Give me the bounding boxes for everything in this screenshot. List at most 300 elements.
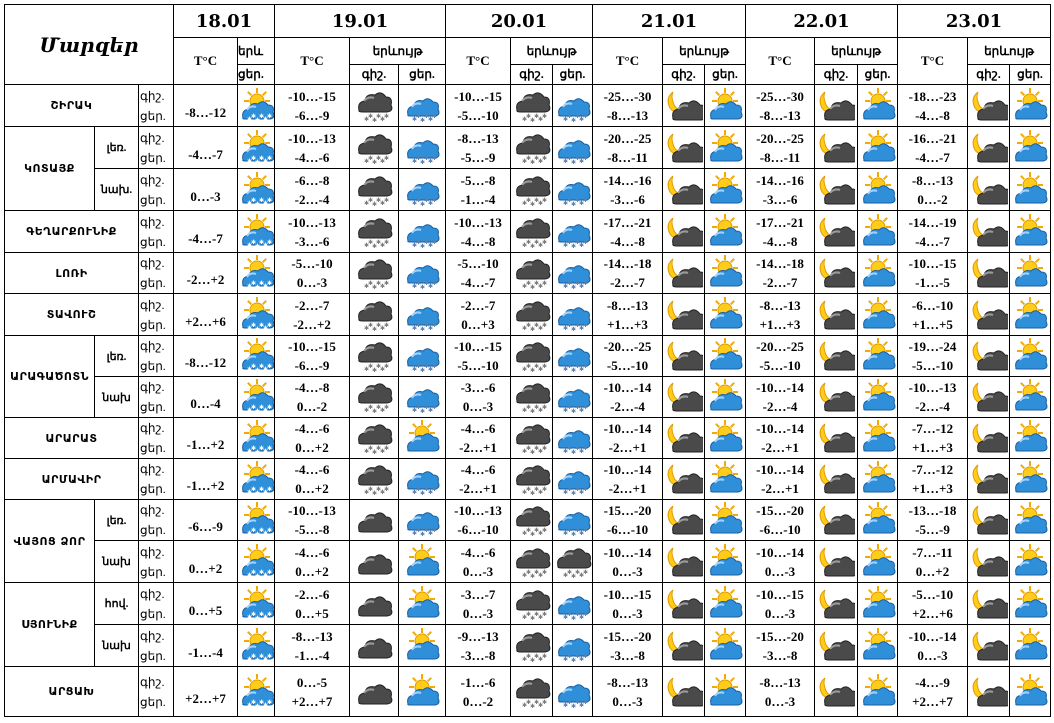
svg-text:✱: ✱ <box>251 404 257 411</box>
svg-text:✱: ✱ <box>521 199 527 207</box>
night-temp: -25…-30 <box>756 88 804 104</box>
day-subheader: ցեր. <box>399 65 446 85</box>
night-day-labels <box>139 625 174 667</box>
date-header-20: 20.01 <box>446 5 593 38</box>
night-temp: -8…-13 <box>759 674 801 690</box>
svg-text:✱: ✱ <box>263 366 269 373</box>
svg-text:✱: ✱ <box>412 157 418 165</box>
moon-behind-cloud-icon <box>663 674 704 710</box>
temp-range-d19 <box>275 625 350 667</box>
day-label: ցեր. <box>140 564 166 579</box>
subregion-name: նախ. <box>95 169 139 211</box>
svg-text:✱: ✱ <box>574 154 580 162</box>
temp-range-d19 <box>275 583 350 625</box>
sun-behind-cloud-icon <box>1010 420 1050 456</box>
night-temp: -20…-25 <box>756 130 804 146</box>
sun-behind-cloud-icon <box>705 544 745 580</box>
night-temp: -10…-14 <box>756 421 804 436</box>
temp-range-d21 <box>593 85 663 127</box>
day-icon-cell <box>553 211 593 253</box>
day-temp: +1…+3 <box>759 316 801 332</box>
day-icon-cell <box>399 377 446 418</box>
night-icon-cell <box>511 541 553 583</box>
svg-text:✱: ✱ <box>267 486 273 493</box>
night-icon-cell <box>815 127 858 169</box>
svg-text:✱: ✱ <box>578 241 584 249</box>
day-label: ցեր. <box>140 192 166 207</box>
svg-text:✱: ✱ <box>428 157 434 165</box>
svg-text:✱: ✱ <box>529 408 535 415</box>
phenomenon-header: երևույթ <box>663 38 746 65</box>
day-temp: -2…-4 <box>915 399 950 414</box>
svg-text:✱: ✱ <box>428 199 434 207</box>
temp-range-18: -1…-4 <box>174 625 238 667</box>
svg-text:✱: ✱ <box>525 112 531 120</box>
sun-behind-cloud-icon <box>858 502 897 538</box>
moon-behind-cloud-icon <box>968 461 1009 497</box>
sun-behind-cloud-icon <box>705 338 745 374</box>
svg-text:✱: ✱ <box>267 652 273 660</box>
day-icon-cell <box>399 583 446 625</box>
night-label: գիշ. <box>140 628 165 643</box>
snow-cloud-icon <box>399 379 445 415</box>
day-temp: 0…-3 <box>764 693 796 709</box>
forecast-table <box>4 4 1051 717</box>
svg-text:✱: ✱ <box>541 445 547 452</box>
night-temp: -14…-19 <box>908 214 957 230</box>
day-temp: 0…-3 <box>764 563 796 579</box>
night-temp: -5…-10 <box>291 256 333 271</box>
svg-text:✱: ✱ <box>521 448 527 455</box>
day-temp: -2…+2 <box>293 316 331 332</box>
temp-range-d20 <box>446 541 511 583</box>
svg-text:✱: ✱ <box>533 154 539 162</box>
svg-text:✱: ✱ <box>255 572 261 580</box>
svg-text:✱: ✱ <box>424 154 430 162</box>
moon-behind-cloud-icon <box>968 88 1009 124</box>
svg-text:✱: ✱ <box>384 321 390 329</box>
day-icon-cell <box>1010 459 1051 500</box>
moon-behind-cloud-icon <box>663 172 704 208</box>
temp-range-d22 <box>746 169 815 211</box>
night-temp: -25…-30 <box>603 88 652 104</box>
svg-text:✱: ✱ <box>529 702 535 710</box>
svg-text:✱: ✱ <box>432 154 438 162</box>
snow-cloud-icon <box>553 297 592 333</box>
svg-text:✱: ✱ <box>566 196 572 204</box>
svg-text:✱: ✱ <box>247 157 253 165</box>
svg-text:✱: ✱ <box>574 363 580 370</box>
moon-behind-cloud-icon <box>815 461 857 497</box>
svg-text:✱: ✱ <box>263 157 269 165</box>
night-day-labels <box>139 253 174 294</box>
svg-text:✱: ✱ <box>562 489 568 496</box>
svg-text:✱: ✱ <box>521 407 527 414</box>
moon-behind-cloud-icon <box>815 502 857 538</box>
svg-text:✱: ✱ <box>525 238 531 246</box>
day-temp: 0…-3 <box>764 605 796 621</box>
svg-text:✱: ✱ <box>521 283 527 290</box>
svg-text:✱: ✱ <box>570 572 576 580</box>
svg-text:✱: ✱ <box>562 366 568 373</box>
date-header-22: 22.01 <box>746 5 898 38</box>
temp-range-d21 <box>593 211 663 253</box>
sun-behind-cloud-icon <box>858 255 897 291</box>
heavy-snow-cloud-icon <box>350 88 398 124</box>
svg-text:✱: ✱ <box>267 527 273 534</box>
night-icon-cell <box>350 377 399 418</box>
svg-text:✱: ✱ <box>372 408 378 415</box>
svg-text:✱: ✱ <box>424 238 430 246</box>
svg-text:✱: ✱ <box>525 445 531 452</box>
night-icon-cell <box>663 541 705 583</box>
day-icon-cell <box>399 211 446 253</box>
day-temp: -3…-8 <box>610 647 645 663</box>
svg-text:✱: ✱ <box>566 112 572 120</box>
day-icon-cell <box>553 459 593 500</box>
svg-text:✱: ✱ <box>533 486 539 493</box>
svg-text:✱: ✱ <box>247 366 253 373</box>
svg-text:✱: ✱ <box>259 280 265 287</box>
night-temp: -15…-20 <box>603 503 652 518</box>
night-temp: -14…-18 <box>603 256 652 271</box>
temp-range-18: +2…+7 <box>174 667 238 717</box>
temp-range-d19 <box>275 253 350 294</box>
svg-text:✱: ✱ <box>582 238 588 246</box>
day-icon-cell <box>705 625 746 667</box>
heavy-snow-cloud-icon <box>350 420 398 456</box>
temp-range-d20 <box>446 336 511 377</box>
moon-behind-cloud-icon <box>663 297 704 333</box>
svg-text:✱: ✱ <box>364 199 370 207</box>
night-temp: -4…-6 <box>460 544 496 560</box>
svg-text:✱: ✱ <box>574 196 580 204</box>
svg-text:✱: ✱ <box>247 571 253 579</box>
sun-behind-cloud-icon <box>705 255 745 291</box>
svg-text:✱: ✱ <box>533 196 539 204</box>
night-icon-cell <box>815 541 858 583</box>
night-temp: -10…-14 <box>756 380 804 395</box>
night-temp: -10…-15 <box>756 586 804 602</box>
region-name: ԿՈՏԱՅՔ <box>5 127 95 211</box>
temp-header: T°C <box>593 38 663 85</box>
svg-text:✱: ✱ <box>578 489 584 496</box>
night-temp: -10…-14 <box>603 380 652 395</box>
heavy-snow-cloud-icon <box>511 338 552 374</box>
region-row <box>5 377 1051 418</box>
svg-text:✱: ✱ <box>263 571 269 579</box>
temp-range-d20 <box>446 459 511 500</box>
temp-range-d20 <box>446 253 511 294</box>
svg-text:✱: ✱ <box>566 363 572 370</box>
sun-behind-cloud-icon <box>705 628 745 664</box>
night-temp: -20…-25 <box>603 130 652 146</box>
day-temp: -2…-4 <box>762 399 798 414</box>
svg-text:✱: ✱ <box>259 610 265 618</box>
day-icon-cell <box>399 625 446 667</box>
day-label: ցեր. <box>140 234 166 249</box>
svg-text:✱: ✱ <box>412 199 418 207</box>
day-temp: -2…-7 <box>610 275 645 290</box>
night-temp: 0…-5 <box>296 674 328 690</box>
sun-behind-cloud-icon <box>1010 674 1050 710</box>
svg-text:✱: ✱ <box>416 321 422 329</box>
regions-header: Մարզեր <box>5 5 174 85</box>
day-temp: -4…-7 <box>460 275 496 290</box>
night-label: գիշ. <box>140 586 165 601</box>
temp-range-d22 <box>746 127 815 169</box>
night-temp: -19…-24 <box>908 339 957 354</box>
night-day-labels <box>139 459 174 500</box>
night-day-labels <box>139 418 174 459</box>
night-temp: -17…-21 <box>756 214 804 230</box>
day-temp: -8…-13 <box>606 107 649 123</box>
sun-behind-cloud-icon <box>1010 586 1050 622</box>
sun-cloud-snow-icon <box>238 628 274 664</box>
sun-behind-cloud-icon <box>705 297 745 333</box>
snow-cloud-icon <box>399 88 445 124</box>
dark-cloud-icon <box>350 628 398 664</box>
sun-behind-cloud-icon <box>1010 461 1050 497</box>
svg-text:✱: ✱ <box>255 490 261 497</box>
svg-text:✱: ✱ <box>247 489 253 496</box>
night-day-labels <box>139 500 174 541</box>
svg-text:✱: ✱ <box>521 701 527 709</box>
svg-text:✱: ✱ <box>255 284 261 291</box>
day-icon-cell <box>1010 336 1051 377</box>
svg-text:✱: ✱ <box>432 404 438 411</box>
svg-text:✱: ✱ <box>380 489 386 496</box>
region-row <box>5 541 1051 583</box>
svg-text:✱: ✱ <box>533 280 539 287</box>
svg-text:✱: ✱ <box>420 284 426 291</box>
svg-text:✱: ✱ <box>578 655 584 663</box>
svg-text:✱: ✱ <box>384 280 390 287</box>
sun-behind-cloud-icon <box>858 297 897 333</box>
sun-cloud-snow-icon <box>238 214 274 250</box>
day-temp: 0…-3 <box>612 693 643 709</box>
day-icon-cell <box>1010 418 1051 459</box>
night-icon-cell <box>663 211 705 253</box>
svg-text:✱: ✱ <box>566 610 572 618</box>
svg-text:✱: ✱ <box>428 283 434 290</box>
night-icon-cell <box>815 667 858 717</box>
svg-text:✱: ✱ <box>368 363 374 370</box>
night-icon-cell <box>815 169 858 211</box>
svg-text:✱: ✱ <box>582 280 588 287</box>
region-row <box>5 169 1051 211</box>
night-day-labels <box>139 336 174 377</box>
night-day-labels <box>139 85 174 127</box>
svg-text:✱: ✱ <box>372 490 378 497</box>
temp-range-d21 <box>593 459 663 500</box>
night-icon-cell <box>815 418 858 459</box>
svg-text:✱: ✱ <box>424 196 430 204</box>
svg-text:✱: ✱ <box>432 363 438 370</box>
svg-text:✱: ✱ <box>541 238 547 246</box>
svg-text:✱: ✱ <box>267 154 273 162</box>
svg-text:✱: ✱ <box>416 238 422 246</box>
svg-text:✱: ✱ <box>525 652 531 660</box>
svg-text:✱: ✱ <box>364 115 370 123</box>
night-icon-cell <box>350 418 399 459</box>
day-icon-cell <box>705 169 746 211</box>
svg-text:✱: ✱ <box>416 280 422 287</box>
day-icon-cell <box>858 85 898 127</box>
night-icon-cell <box>511 625 553 667</box>
day-temp: 0…+2 <box>295 481 329 496</box>
svg-text:✱: ✱ <box>364 448 370 455</box>
svg-text:✱: ✱ <box>259 445 265 452</box>
temp-range-d22 <box>746 85 815 127</box>
temp-range-d22 <box>746 583 815 625</box>
temp-range-d23 <box>898 336 968 377</box>
day-icon-cell <box>705 459 746 500</box>
temp-range-d21 <box>593 336 663 377</box>
weather-icon-cell <box>238 85 275 127</box>
svg-text:✱: ✱ <box>570 408 576 415</box>
svg-text:✱: ✱ <box>255 614 261 622</box>
day-temp: -3…-6 <box>294 233 330 249</box>
svg-text:✱: ✱ <box>384 363 390 370</box>
region-row <box>5 667 1051 717</box>
day-icon-cell <box>1010 127 1051 169</box>
temp-range-d22 <box>746 336 815 377</box>
day-label: ցեր. <box>140 441 166 455</box>
moon-behind-cloud-icon <box>663 255 704 291</box>
svg-text:✱: ✱ <box>541 363 547 370</box>
sun-cloud-snow-icon <box>238 297 274 333</box>
region-row <box>5 418 1051 459</box>
day-icon-cell <box>553 667 593 717</box>
night-temp: -8…-13 <box>911 172 954 188</box>
night-temp: -10…-14 <box>603 421 652 436</box>
sun-behind-cloud-icon <box>1010 297 1050 333</box>
day-icon-cell <box>705 667 746 717</box>
sun-behind-cloud-icon <box>705 586 745 622</box>
snow-cloud-icon <box>553 674 592 710</box>
night-icon-cell <box>350 169 399 211</box>
svg-text:✱: ✱ <box>255 408 261 415</box>
night-temp: -8…-13 <box>457 130 499 146</box>
night-icon-cell <box>968 211 1010 253</box>
weather-icon-cell <box>238 625 275 667</box>
svg-text:✱: ✱ <box>259 652 265 660</box>
temp-range-d21 <box>593 500 663 541</box>
night-icon-cell <box>511 85 553 127</box>
svg-text:✱: ✱ <box>372 284 378 291</box>
weather-icon-cell <box>238 294 275 336</box>
moon-behind-cloud-icon <box>968 338 1009 374</box>
svg-text:✱: ✱ <box>267 280 273 287</box>
weather-icon-cell <box>238 459 275 500</box>
day-icon-cell <box>705 253 746 294</box>
temp-range-d19 <box>275 127 350 169</box>
temp-range-18: -2…+2 <box>174 253 238 294</box>
day-temp: 0…-2 <box>462 693 494 709</box>
day-icon-cell <box>858 625 898 667</box>
svg-text:✱: ✱ <box>380 283 386 290</box>
svg-text:✱: ✱ <box>251 698 257 706</box>
svg-text:✱: ✱ <box>251 445 257 452</box>
night-icon-cell <box>663 377 705 418</box>
temp-range-d21 <box>593 625 663 667</box>
svg-text:✱: ✱ <box>368 154 374 162</box>
moon-behind-cloud-icon <box>815 338 857 374</box>
day-temp: -3…-6 <box>610 191 645 207</box>
sun-behind-cloud-icon <box>705 214 745 250</box>
night-icon-cell <box>350 500 399 541</box>
date-header-19: 19.01 <box>275 5 446 38</box>
weather-icon-cell <box>238 127 275 169</box>
svg-text:✱: ✱ <box>416 196 422 204</box>
svg-text:✱: ✱ <box>263 448 269 455</box>
night-icon-cell <box>968 377 1010 418</box>
svg-text:✱: ✱ <box>562 199 568 207</box>
svg-text:✱: ✱ <box>420 367 426 374</box>
temp-range-18: -8…-12 <box>174 85 238 127</box>
sun-behind-cloud-icon <box>1010 214 1050 250</box>
heavy-snow-cloud-icon <box>511 255 552 291</box>
svg-text:✱: ✱ <box>267 112 273 120</box>
moon-behind-cloud-icon <box>663 502 704 538</box>
temp-range-d21 <box>593 253 663 294</box>
region-name: ԱՐՄԱՎԻՐ <box>5 459 139 500</box>
day-temp: -1…-4 <box>294 647 330 663</box>
moon-behind-cloud-icon <box>968 214 1009 250</box>
day-icon-cell <box>858 211 898 253</box>
svg-text:✱: ✱ <box>578 199 584 207</box>
svg-text:✱: ✱ <box>541 321 547 329</box>
temp-header: T°C <box>275 38 350 85</box>
temp-range-d21 <box>593 377 663 418</box>
day-icon-cell <box>553 541 593 583</box>
day-icon-cell <box>858 127 898 169</box>
region-name: ԱՐԱԳԱԾՈՏՆ <box>5 336 95 418</box>
svg-text:✱: ✱ <box>420 116 426 124</box>
svg-text:✱: ✱ <box>372 367 378 374</box>
day-temp: -8…-11 <box>607 149 648 165</box>
region-name: ԱՐԱՐԱՏ <box>5 418 139 459</box>
svg-text:✱: ✱ <box>533 652 539 660</box>
region-row <box>5 625 1051 667</box>
snow-cloud-icon <box>553 88 592 124</box>
svg-text:✱: ✱ <box>428 115 434 123</box>
svg-text:✱: ✱ <box>537 701 543 709</box>
night-icon-cell <box>815 85 858 127</box>
day-temp: 0…-3 <box>917 647 948 663</box>
day-label: ցեր. <box>140 523 166 537</box>
temp-range-d23 <box>898 377 968 418</box>
svg-text:✱: ✱ <box>537 571 543 579</box>
svg-text:✱: ✱ <box>376 280 382 287</box>
snow-cloud-icon <box>553 130 592 166</box>
svg-text:✱: ✱ <box>263 283 269 290</box>
date-header-21: 21.01 <box>593 5 746 38</box>
night-temp: -20…-25 <box>756 339 804 354</box>
temp-range-d23 <box>898 418 968 459</box>
night-icon-cell <box>350 127 399 169</box>
moon-behind-cloud-icon <box>968 502 1009 538</box>
day-label: ցեր. <box>140 482 166 496</box>
night-icon-cell <box>511 169 553 211</box>
moon-behind-cloud-icon <box>815 255 857 291</box>
heavy-snow-cloud-icon <box>511 586 552 622</box>
temp-range-d21 <box>593 583 663 625</box>
region-name: ԼՈՌԻ <box>5 253 139 294</box>
svg-text:✱: ✱ <box>251 238 257 246</box>
night-icon-cell <box>968 169 1010 211</box>
